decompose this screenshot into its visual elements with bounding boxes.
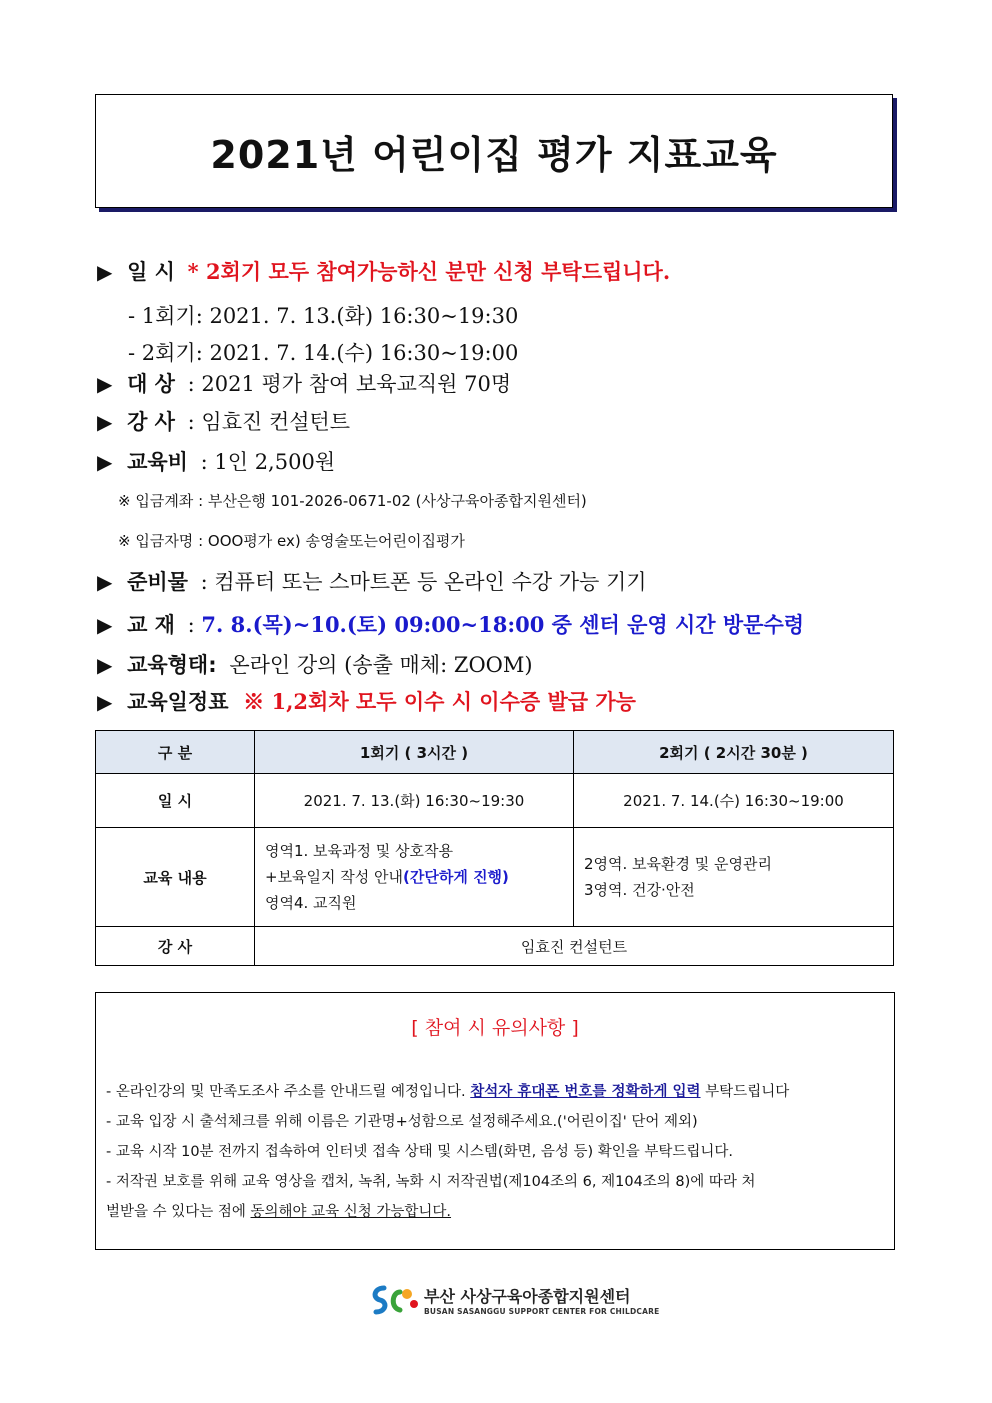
schedule-note: * 2회기 모두 참여가능하신 분만 신청 부탁드립니다. xyxy=(187,259,671,284)
header-cell: 구 분 xyxy=(96,731,255,774)
timetable-line xyxy=(97,686,636,716)
lecturer-label: 강 사 xyxy=(127,410,175,434)
notice-item: - 저작권 보호를 위해 교육 영상을 캡처, 녹취, 녹화 시 저작권법(제104조의 6, 제104조의 8)에 따라 처 xyxy=(106,1174,756,1190)
table-row xyxy=(96,828,894,927)
notice-box xyxy=(95,992,895,1250)
content-line xyxy=(265,864,563,890)
content-line: 2영역. 보육환경 및 운영관리 xyxy=(584,855,773,873)
row-label: 교육 내용 xyxy=(96,828,255,927)
notice-item: - 교육 시작 10분 전까지 접속하여 인터넷 접속 상태 및 시스템(화면, 음성 등) 확인을 부탁드립니다. xyxy=(106,1144,733,1160)
table-row xyxy=(96,774,894,828)
arrow-icon: ▶ xyxy=(97,690,113,714)
lecturer-line xyxy=(97,406,350,436)
format-value: 온라인 강의 (송출 매체: ZOOM) xyxy=(229,653,533,677)
row-label: 일 시 xyxy=(96,774,255,828)
footer-org xyxy=(424,1284,659,1316)
material-value: 7. 8.(목)~10.(토) 09:00~18:00 중 센터 운영 시간 방문수령 xyxy=(201,612,805,637)
date-cell: 2021. 7. 14.(수) 16:30~19:00 xyxy=(574,774,894,828)
fee-line xyxy=(97,446,335,476)
session2-text: - 2회기: 2021. 7. 14.(수) 16:30~19:00 xyxy=(128,341,519,365)
content-cell-2 xyxy=(574,828,894,927)
schedule-line xyxy=(97,256,670,286)
notice-emphasis: 참석자 휴대폰 번호를 정확하게 입력 xyxy=(470,1084,701,1100)
table-row xyxy=(96,927,894,966)
depositor-note: ※ 입금자명 : OOO평가 ex) 송영술또는어린이집평가 xyxy=(118,532,465,550)
arrow-icon: ▶ xyxy=(97,653,113,677)
notice-title: [ 참여 시 유의사항 ] xyxy=(411,1017,579,1039)
notice-item: - 온라인강의 및 만족도조사 주소를 안내드릴 예정입니다. 참석자 휴대폰 번호를 정확하게 입력 부탁드립니다 xyxy=(106,1084,790,1100)
content-text: +보육일지 작성 안내 xyxy=(265,868,404,886)
notice-item: - 교육 입장 시 출석체크를 위해 이름은 기관명+성함으로 설정해주세요.('어린이집' 단어 제외) xyxy=(106,1114,698,1130)
org-name-ko: 부산 사상구육아종합지원센터 xyxy=(424,1287,631,1306)
format-label: 교육형태: xyxy=(127,653,217,677)
material-label: 교 재 xyxy=(127,613,175,637)
arrow-icon: ▶ xyxy=(97,372,113,396)
footer-logo xyxy=(370,1282,659,1318)
target-label: 대 상 xyxy=(127,372,175,396)
content-line: 영역4. 교직원 xyxy=(265,894,357,912)
content-line: 영역1. 보육과정 및 상호작용 xyxy=(265,842,454,860)
content-cell-1 xyxy=(255,828,574,927)
prep-label: 준비물 xyxy=(127,570,188,594)
prep-line xyxy=(97,566,647,596)
content-line: 3영역. 건강·안전 xyxy=(584,881,695,899)
prep-value: : 컴퓨터 또는 스마트폰 등 온라인 수강 가능 기기 xyxy=(200,570,647,594)
arrow-icon: ▶ xyxy=(97,570,113,594)
account-note: ※ 입금계좌 : 부산은행 101-2026-0671-02 (사상구육아종합지원센터) xyxy=(118,492,587,510)
arrow-icon: ▶ xyxy=(97,450,113,474)
target-value: : 2021 평가 참여 보육교직원 70명 xyxy=(187,372,512,396)
center-logo-icon xyxy=(370,1282,420,1318)
fee-value: : 1인 2,500원 xyxy=(200,450,336,474)
session1-text: - 1회기: 2021. 7. 13.(화) 16:30~19:30 xyxy=(128,304,519,328)
material-colon: : xyxy=(187,613,195,637)
fee-label: 교육비 xyxy=(127,450,188,474)
date-cell: 2021. 7. 13.(화) 16:30~19:30 xyxy=(255,774,574,828)
table-header-row xyxy=(96,731,894,774)
header-cell: 2회기 ( 2시간 30분 ) xyxy=(574,731,894,774)
title-box xyxy=(95,94,893,208)
row-label: 강 사 xyxy=(96,927,255,966)
notice-emphasis: 동의해야 교육 신청 가능합니다. xyxy=(250,1204,452,1220)
org-name-en: BUSAN SASANGGU SUPPORT CENTER FOR CHILDCARE xyxy=(424,1307,660,1316)
timetable-label: 교육일정표 xyxy=(127,690,229,714)
arrow-icon: ▶ xyxy=(97,410,113,434)
schedule-label: 일 시 xyxy=(127,260,175,284)
target-line xyxy=(97,368,511,398)
page-title: 2021년 어린이집 평가 지표교육 xyxy=(210,132,778,177)
header-cell: 1회기 ( 3시간 ) xyxy=(255,731,574,774)
lecturer-cell: 임효진 컨설턴트 xyxy=(255,927,894,966)
schedule-table xyxy=(95,730,894,966)
content-highlight: (간단하게 진행) xyxy=(403,868,509,886)
timetable-note: ※ 1,2회차 모두 이수 시 이수증 발급 가능 xyxy=(243,689,636,714)
material-line xyxy=(97,609,804,639)
arrow-icon: ▶ xyxy=(97,613,113,637)
notice-item: 벌받을 수 있다는 점에 동의해야 교육 신청 가능합니다. xyxy=(106,1204,452,1220)
lecturer-value: : 임효진 컨설턴트 xyxy=(187,410,351,434)
arrow-icon: ▶ xyxy=(97,260,113,284)
format-line xyxy=(97,649,533,679)
